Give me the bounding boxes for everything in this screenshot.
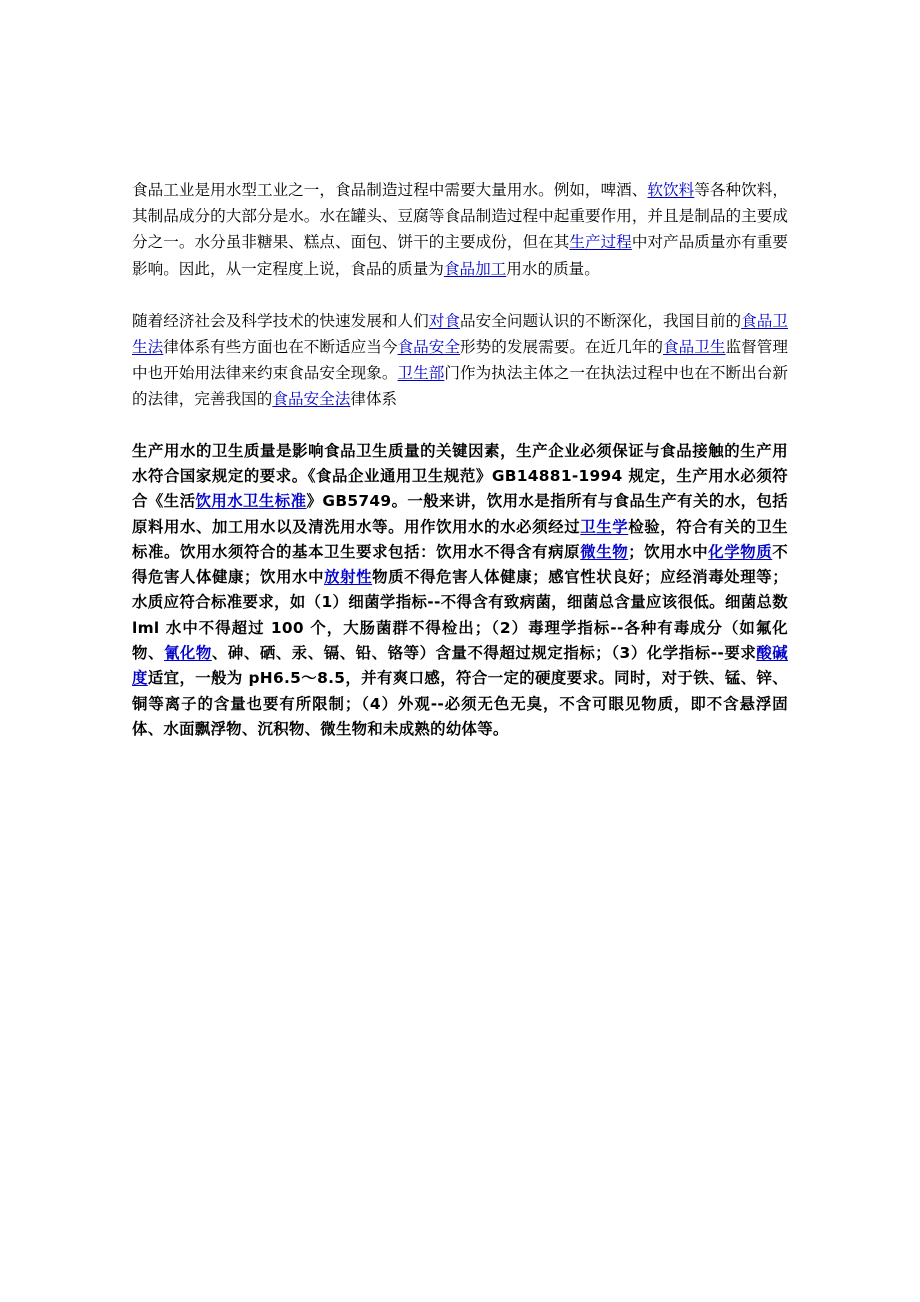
inline-link[interactable]: 食品加工 <box>443 259 507 278</box>
paragraph-text: 律体系有些方面也在不断适应当今 <box>163 338 398 357</box>
paragraph-text: 随着经济社会及科学技术的快速发展和人们 <box>132 311 429 330</box>
inline-link[interactable]: 氰化物 <box>163 644 212 662</box>
paragraph-text: 律体系 <box>350 390 398 409</box>
paragraph-text: ；饮用水中 <box>628 542 709 561</box>
paragraph-text: 监督管理中也开始用法律来约束食品安全现象。 <box>132 338 788 383</box>
paragraph-text: 用水的质量。 <box>506 259 600 278</box>
paragraph <box>132 177 788 282</box>
inline-link[interactable]: 饮用水卫生标准 <box>195 492 307 511</box>
paragraph-text: 品安全问题认识的不断深化，我国目前的 <box>460 311 742 330</box>
inline-link[interactable]: 微生物 <box>580 542 629 561</box>
inline-link[interactable]: 食品卫生 <box>663 338 726 357</box>
inline-link[interactable]: 酸碱度 <box>132 644 788 688</box>
inline-link[interactable]: 生产过程 <box>569 233 632 252</box>
paragraph <box>132 439 788 743</box>
paragraph <box>132 308 788 413</box>
inline-link[interactable]: 对食 <box>428 311 460 330</box>
paragraph-text: 生产用水的卫生质量是影响食品卫生质量的关键因素，生产企业必须保证与食品接触的生产用水符合国家规定的要求。《食品企业通用卫生规范》GB14881-1994 规定，生产用水必须符合《生活 <box>132 441 788 511</box>
paragraph-text: 适宜，一般为 pH6.5～8.5，并有爽口感，符合一定的硬度要求。同时，对于铁、锰、锌、铜等离子的含量也要有所限制；（4）外观--必须无色无臭，不含可眼见物质，即不含悬浮固体、水面飘浮物、沉积物、微生物和未成熟的幼体等。 <box>132 669 789 738</box>
paragraph-text: 等各种饮料，其制品成分的大部分是水。水在罐头、豆腐等食品制造过程中起重要作用，并且是制品的主要成分之一。水分虽非糖果、糕点、面包、饼干的主要成份，但在其 <box>132 181 788 252</box>
paragraph-text: 》GB5749。一般来讲，饮用水是指所有与食品生产有关的水，包括原料用水、加工用水以及清洗用水等。用作饮用水的水必须经过 <box>132 492 788 536</box>
inline-link[interactable]: 食品卫生法 <box>132 311 788 357</box>
inline-link[interactable]: 软饮料 <box>647 181 695 199</box>
inline-link[interactable]: 食品安全 <box>397 338 460 357</box>
paragraph-text: 形势的发展需要。在近几年的 <box>460 338 664 357</box>
inline-link[interactable]: 放射性 <box>324 568 373 587</box>
inline-link[interactable]: 卫生学 <box>580 517 629 536</box>
paragraph-text: 、砷、硒、汞、镉、铅、铬等）含量不得超过规定指标；（3）化学指标--要求 <box>211 644 757 662</box>
paragraph-text: 门作为执法主体之一在执法过程中也在不断出台新的法律，完善我国的 <box>132 364 788 409</box>
inline-link[interactable]: 食品安全法 <box>272 390 351 409</box>
paragraph-text: 检验，符合有关的卫生标准。饮用水须符合的基本卫生要求包括：饮用水不得含有病原 <box>132 517 788 561</box>
paragraph-text: 食品工业是用水型工业之一，食品制造过程中需要大量用水。例如，啤酒、 <box>132 181 648 199</box>
paragraph-text: 物质不得危害人体健康；感官性状良好；应经消毒处理等；水质应符合标准要求，如（1）细菌学指标--不得含有致病菌，细菌总含量应该很低。细菌总数 lml 水中不得超过 100 个，大肠菌群不得检出；（2）毒理学指标--各种有毒成分（如氟化物、 <box>132 568 788 662</box>
inline-link[interactable]: 卫生部 <box>397 364 445 383</box>
inline-link[interactable]: 化学物质 <box>708 542 773 561</box>
paragraph-text: 中对产品质量亦有重要影响。因此，从一定程度上说，食品的质量为 <box>132 233 788 278</box>
paragraph-text: 不得危害人体健康；饮用水中 <box>132 542 788 587</box>
document-body <box>132 177 788 742</box>
